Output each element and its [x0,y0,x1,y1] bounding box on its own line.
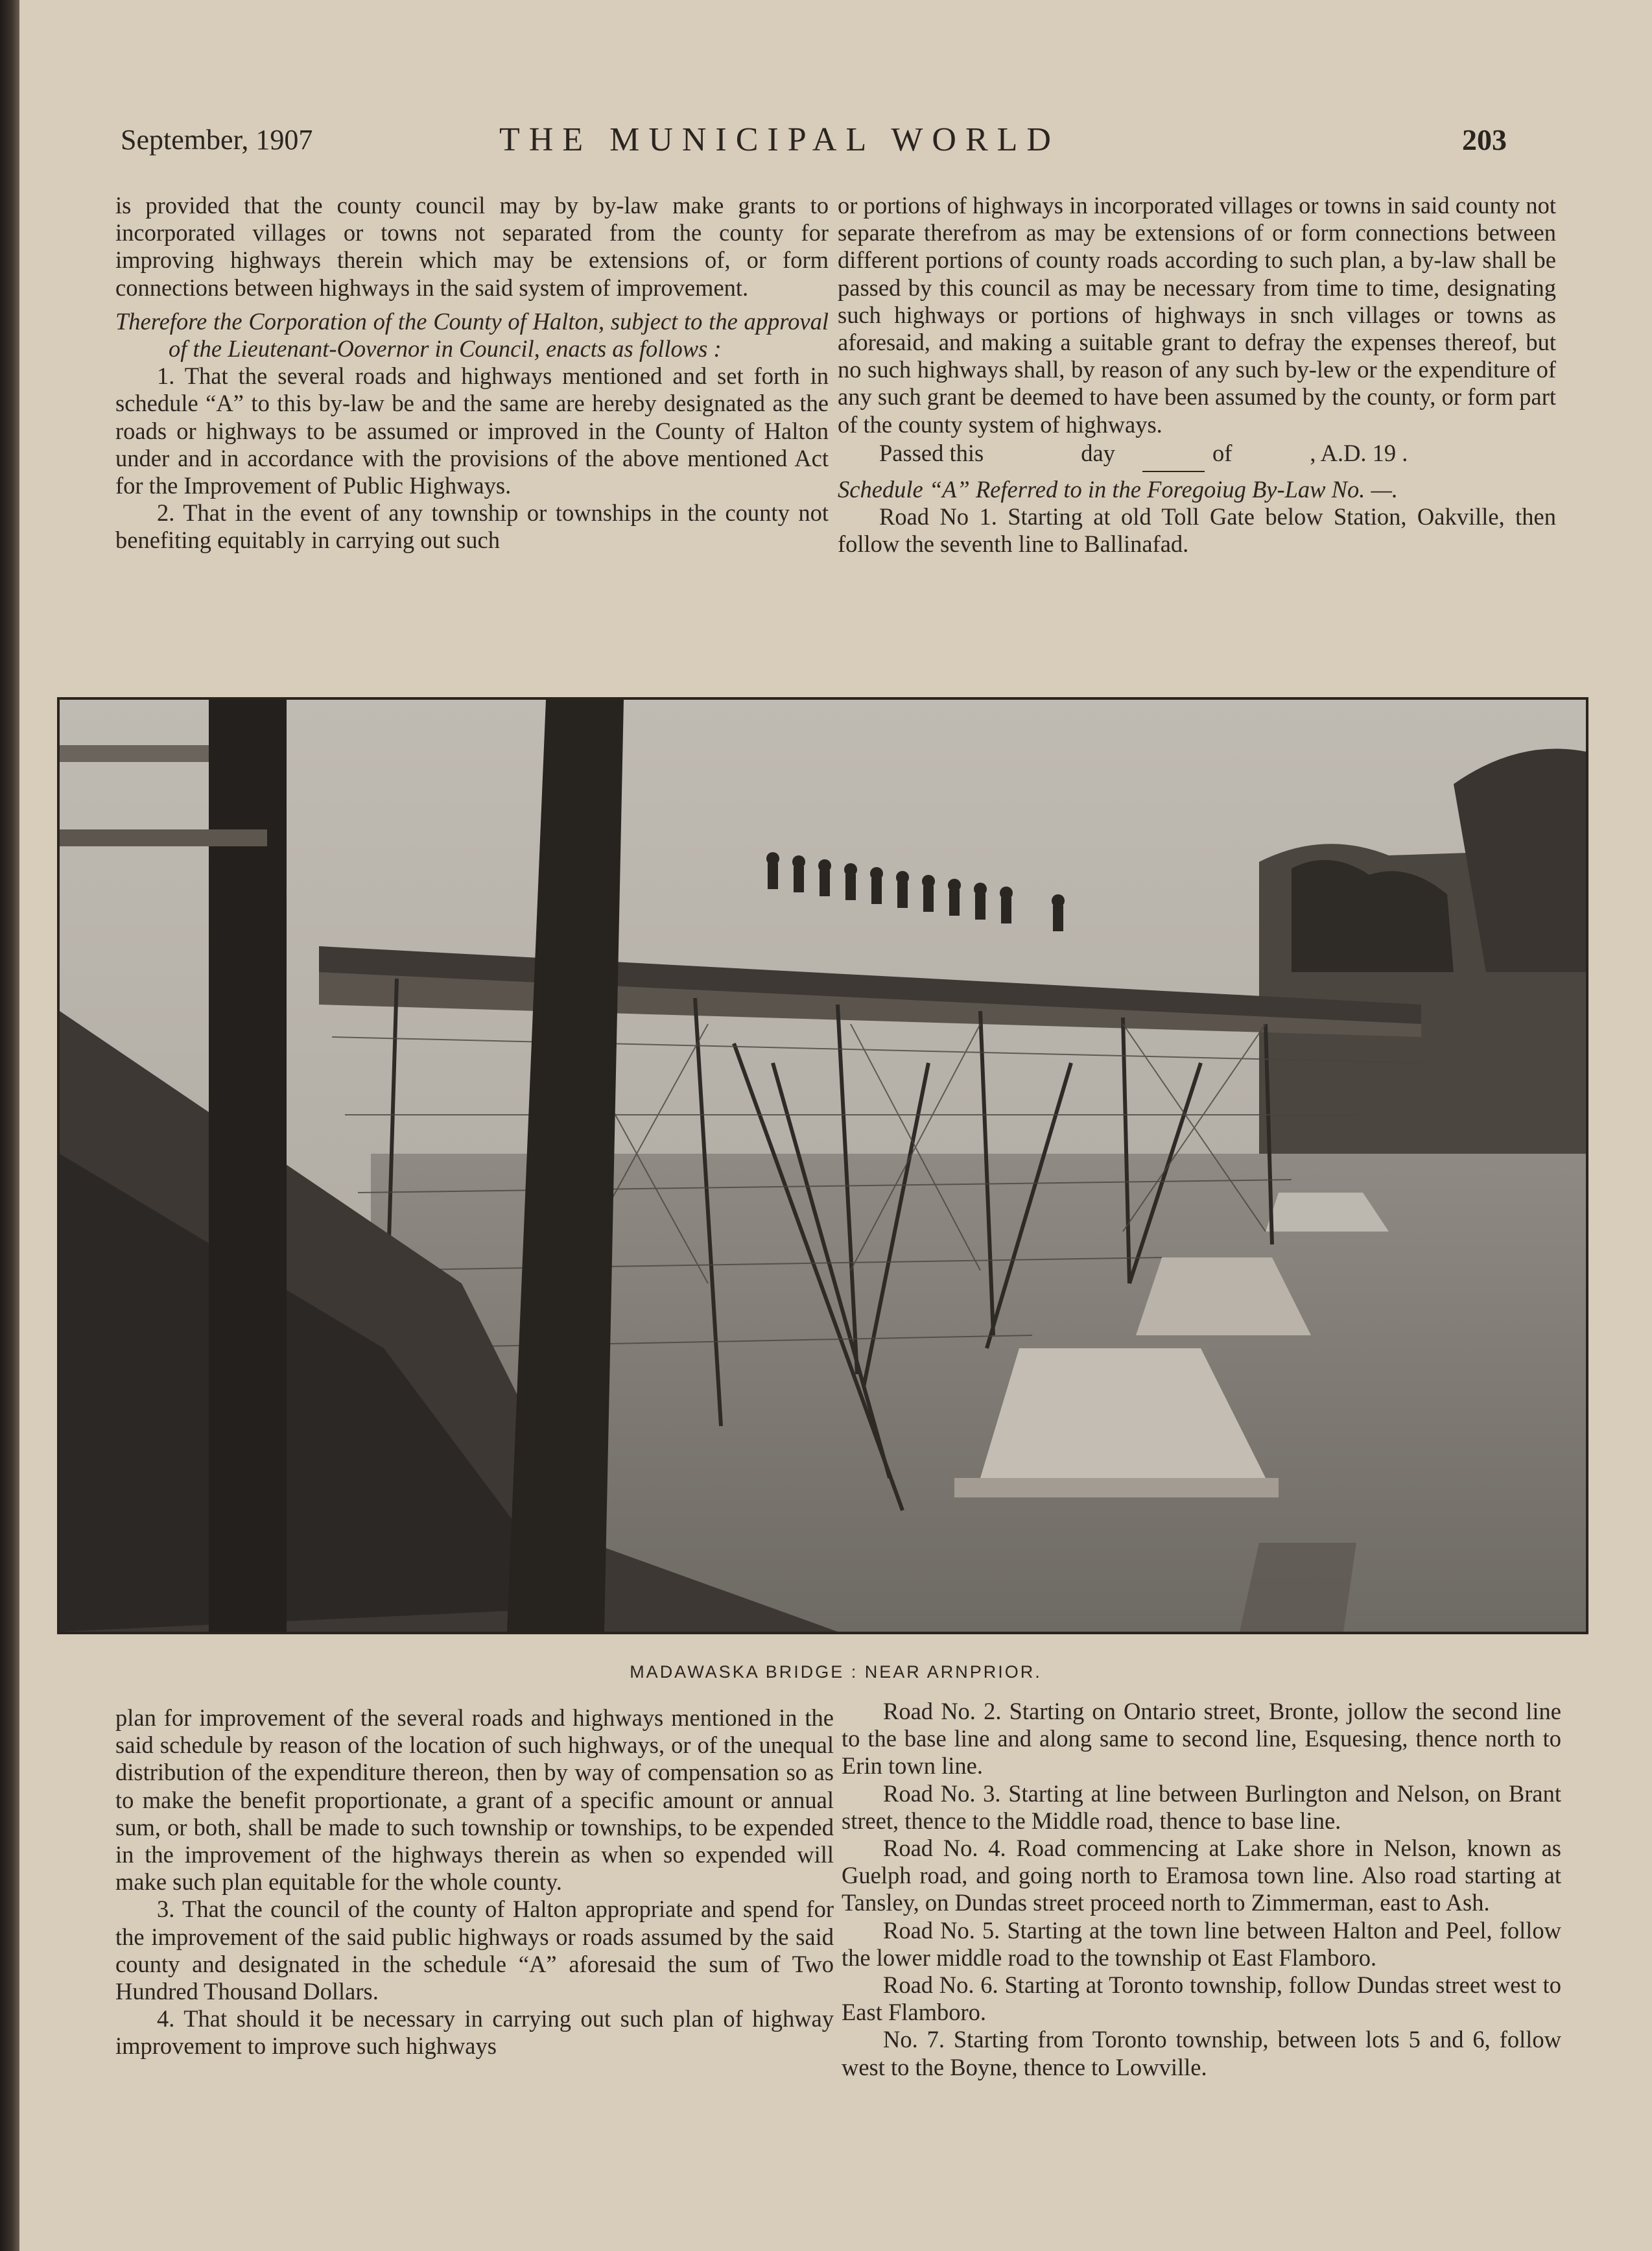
paragraph: is provided that the county council may by by-law make grants to incorporated villages or towns not separated from the county for improving highways therein which may be extensions of, or form connections between highways in the said system of improvement. [115,192,829,301]
column-bottom-left [115,1704,834,2060]
paragraph: plan for improvement of the several roads and highways mentioned in the said schedule by reason of the location of such highways, or of the unequal distribution of the expenditure thereon, then by way of compensation so as to make the benefit proportionate, a grant of a specific amount or annual sum, or both, shall be made to such township or townships, to be expended in the improvement of the highways therein as when so expended will make such plan equitable for the whole county. [115,1704,834,1896]
column-top-left [115,192,829,554]
road-2: Road No. 2. Starting on Ontario street, Bronte, jollow the second line to the base line and along same to second line, Esquesing, thence north to Erin town line. [842,1698,1561,1780]
road-1: Road No 1. Starting at old Toll Gate below Station, Oakville, then follow the seventh line to Ballinafad. [838,503,1556,558]
section-4: 4. That should it be necessary in carrying out such plan of highway improvement to improve such highways [115,2005,834,2060]
schedule-heading: Schedule “A” Referred to in the Foregoiug By-Law No. —. [838,476,1398,503]
road-7: No. 7. Starting from Toronto township, between lots 5 and 6, follow west to the Boyne, thence to Lowville. [842,2026,1561,2080]
section-1: 1. That the several roads and highways mentioned and set forth in schedule “A” to this by-law be and the same are hereby designated as the roads or highways to be assumed or improved in the County of Halton under and in accordance with the provisions of the above mentioned Act for the Improvement of Public Highways. [115,363,829,499]
passed-label: Passed this [879,439,984,466]
divider [1142,471,1205,472]
road-5: Road No. 5. Starting at the town line between Halton and Peel, follow the lower middle road to the township ot East Flamboro. [842,1916,1561,1971]
section-2: 2. That in the event of any township or townships in the county not benefiting equitably in carrying out such [115,499,829,554]
column-top-right [838,192,1556,558]
column-bottom-right [842,1698,1561,2081]
day-label: day [1081,439,1115,466]
magazine-page [19,0,1652,2251]
header-date: September, 1907 [121,124,313,156]
passed-line [838,440,1556,467]
photo-caption: MADAWASKA BRIDGE : NEAR ARNPRIOR. [630,1662,1042,1682]
page-number: 203 [1462,123,1507,156]
of-label: of [1212,439,1233,466]
bridge-photograph [57,697,1588,1634]
ad-label: , A.D. 19 . [1310,439,1408,466]
paragraph: or portions of highways in incorporated villages or towns in said county not separate therefrom as may be extensions of or form connections between different portions of county roads according to such plan, a by-law shall be passed by this council as may be necessary from time to time, designating such highways or portions of highways in snch villages or towns as aforesaid, and making a suitable grant to defray the expenses thereof, but no such highways shall, by reason of any such by-lew or the expenditure of any such grant be deemed to have been assumed by the county, or form part of the county system of highways. [838,192,1556,438]
page-title: THE MUNICIPAL WORLD [499,121,1060,158]
road-4: Road No. 4. Road commencing at Lake shore in Nelson, known as Guelph road, and going north to Eramosa town line. Also road starting at Tansley, on Dundas street proceed north to Zimmerman, east to Ash. [842,1835,1561,1916]
enacting-clause: Therefore the Corporation of the County of Halton, subject to the approval of the Lieutenant-Oovernor in Council, enacts as follows : [115,307,829,363]
page-gutter [0,0,19,2251]
road-3: Road No. 3. Starting at line between Burlington and Nelson, on Brant street, thence to the Middle road, thence to base line. [842,1780,1561,1834]
section-3: 3. That the council of the county of Halton appropriate and spend for the improvement of the said public highways or roads assumed by the said county and designated in the schedule “A” aforesaid the sum of Two Hundred Thousand Dollars. [115,1896,834,2005]
road-6: Road No. 6. Starting at Toronto township, follow Dundas street west to East Flamboro. [842,1971,1561,2026]
